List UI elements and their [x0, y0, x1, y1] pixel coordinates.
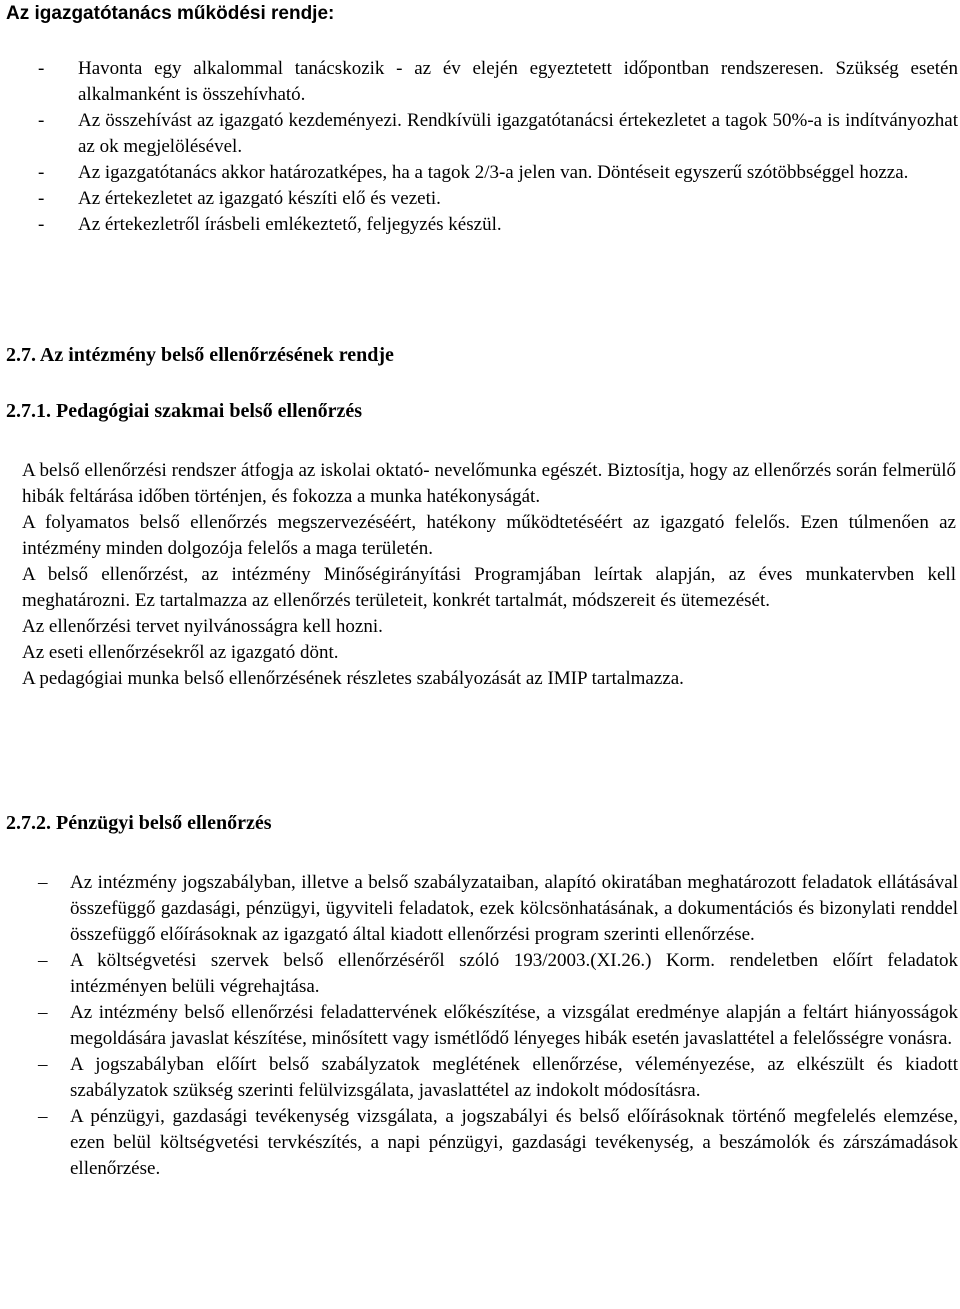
dash-marker: -	[38, 58, 45, 79]
list-item-text: A pénzügyi, gazdasági tevékenység vizsgálata, a jogszabályi és belső előírásoknak történő megfelelés elemzése, ezen belül költségvetési tervkészítés, a napi pénzügyi, gazdasági tevékenység, a beszámolók és zárszámadások ellenőrzése.	[70, 1106, 958, 1179]
paragraph: A belső ellenőrzést, az intézmény Minőségirányítási Programjában leírtak alapján, az éves munkatervben kell meghatározni. Ez tartalmazza az ellenőrzés területeit, konkrét tartalmát, módszereit és ütemezését.	[22, 564, 956, 611]
dash-marker: -	[38, 188, 45, 209]
list-item-text: Az intézmény belső ellenőrzési feladattervének előkészítése, a vizsgálat eredménye alapján a feltárt hiányosságok megoldására javaslat készítése, minősített vagy ismétlődő lényeges hibák esetén javaslattétel a felelősségre vonásra.	[70, 1002, 958, 1049]
list-item-text: A költségvetési szervek belső ellenőrzéséről szóló 193/2003.(XI.26.) Korm. rendeletben előírt feladatok intézményen belüli végrehajtása.	[70, 950, 958, 997]
list-item	[38, 186, 958, 212]
dash-marker: –	[38, 1002, 48, 1023]
heading-2-7: 2.7. Az intézmény belső ellenőrzésének rendje	[6, 344, 394, 366]
board-rules-list	[38, 56, 958, 238]
dash-marker: –	[38, 1106, 48, 1127]
paragraph: Az eseti ellenőrzésekről az igazgató dönt.	[22, 642, 339, 663]
list-item-text: Az igazgatótanács akkor határozatképes, ha a tagok 2/3-a jelen van. Döntéseit egyszerű szótöbbséggel hozza.	[78, 162, 909, 183]
paragraph: Az ellenőrzési tervet nyilvánosságra kell hozni.	[22, 616, 383, 637]
list-item-text: Havonta egy alkalommal tanácskozik - az év elején egyeztetett időpontban rendszeresen. Szükség esetén alkalmanként is összehívható.	[78, 58, 958, 105]
heading-2-7-2: 2.7.2. Pénzügyi belső ellenőrzés	[6, 812, 272, 834]
list-item	[38, 1104, 958, 1182]
dash-marker: -	[38, 162, 45, 183]
dash-marker: -	[38, 214, 45, 235]
dash-marker: –	[38, 872, 48, 893]
list-item-text: Az összehívást az igazgató kezdeményezi. Rendkívüli igazgatótanácsi értekezletet a tagok 50%-a is indítványozhat az ok megjelölésével.	[78, 110, 958, 157]
paragraph: A pedagógiai munka belső ellenőrzésének részletes szabályozását az IMIP tartalmazza.	[22, 668, 684, 689]
list-item	[38, 1052, 958, 1104]
list-item	[38, 1000, 958, 1052]
list-item	[38, 870, 958, 948]
financial-control-list	[38, 870, 958, 1182]
dash-marker: –	[38, 1054, 48, 1075]
dash-marker: -	[38, 110, 45, 131]
dash-marker: –	[38, 950, 48, 971]
list-item-text: A jogszabályban előírt belső szabályzatok meglétének ellenőrzése, véleményezése, az elkészült és kiadott szabályzatok szükség szerinti felülvizsgálata, javaslattétel az indokolt módosításra.	[70, 1054, 958, 1101]
list-item	[38, 56, 958, 108]
list-item	[38, 108, 958, 160]
list-item-text: Az intézmény jogszabályban, illetve a belső szabályzataiban, alapító okiratában meghatározott feladatok ellátásával összefüggő gazdasági, pénzügyi, ügyviteli feladatok, ezek kölcsönhatásának, a dokumentációs és bizonylati renddel összefüggő előírásoknak az igazgató által kiadott ellenőrzési program szerinti ellenőrzése.	[70, 872, 958, 945]
section-title: Az igazgatótanács működési rendje:	[6, 3, 335, 24]
list-item-text: Az értekezletről írásbeli emlékeztető, feljegyzés készül.	[78, 214, 502, 235]
paragraph: A belső ellenőrzési rendszer átfogja az iskolai oktató- nevelőmunka egészét. Biztosítja, hogy az ellenőrzés során felmerülő hibák feltárása időben történjen, és fokozza a munka hatékonyságát.	[22, 460, 956, 507]
list-item-text: Az értekezletet az igazgató készíti elő és vezeti.	[78, 188, 441, 209]
list-item	[38, 212, 958, 238]
heading-2-7-1: 2.7.1. Pedagógiai szakmai belső ellenőrzés	[6, 400, 363, 422]
paragraph: A folyamatos belső ellenőrzés megszervezéséért, hatékony működtetéséért az igazgató felelős. Ezen túlmenően az intézmény minden dolgozója felelős a maga területén.	[22, 512, 956, 559]
pedagogical-control-text	[22, 458, 956, 692]
list-item	[38, 948, 958, 1000]
list-item	[38, 160, 958, 186]
